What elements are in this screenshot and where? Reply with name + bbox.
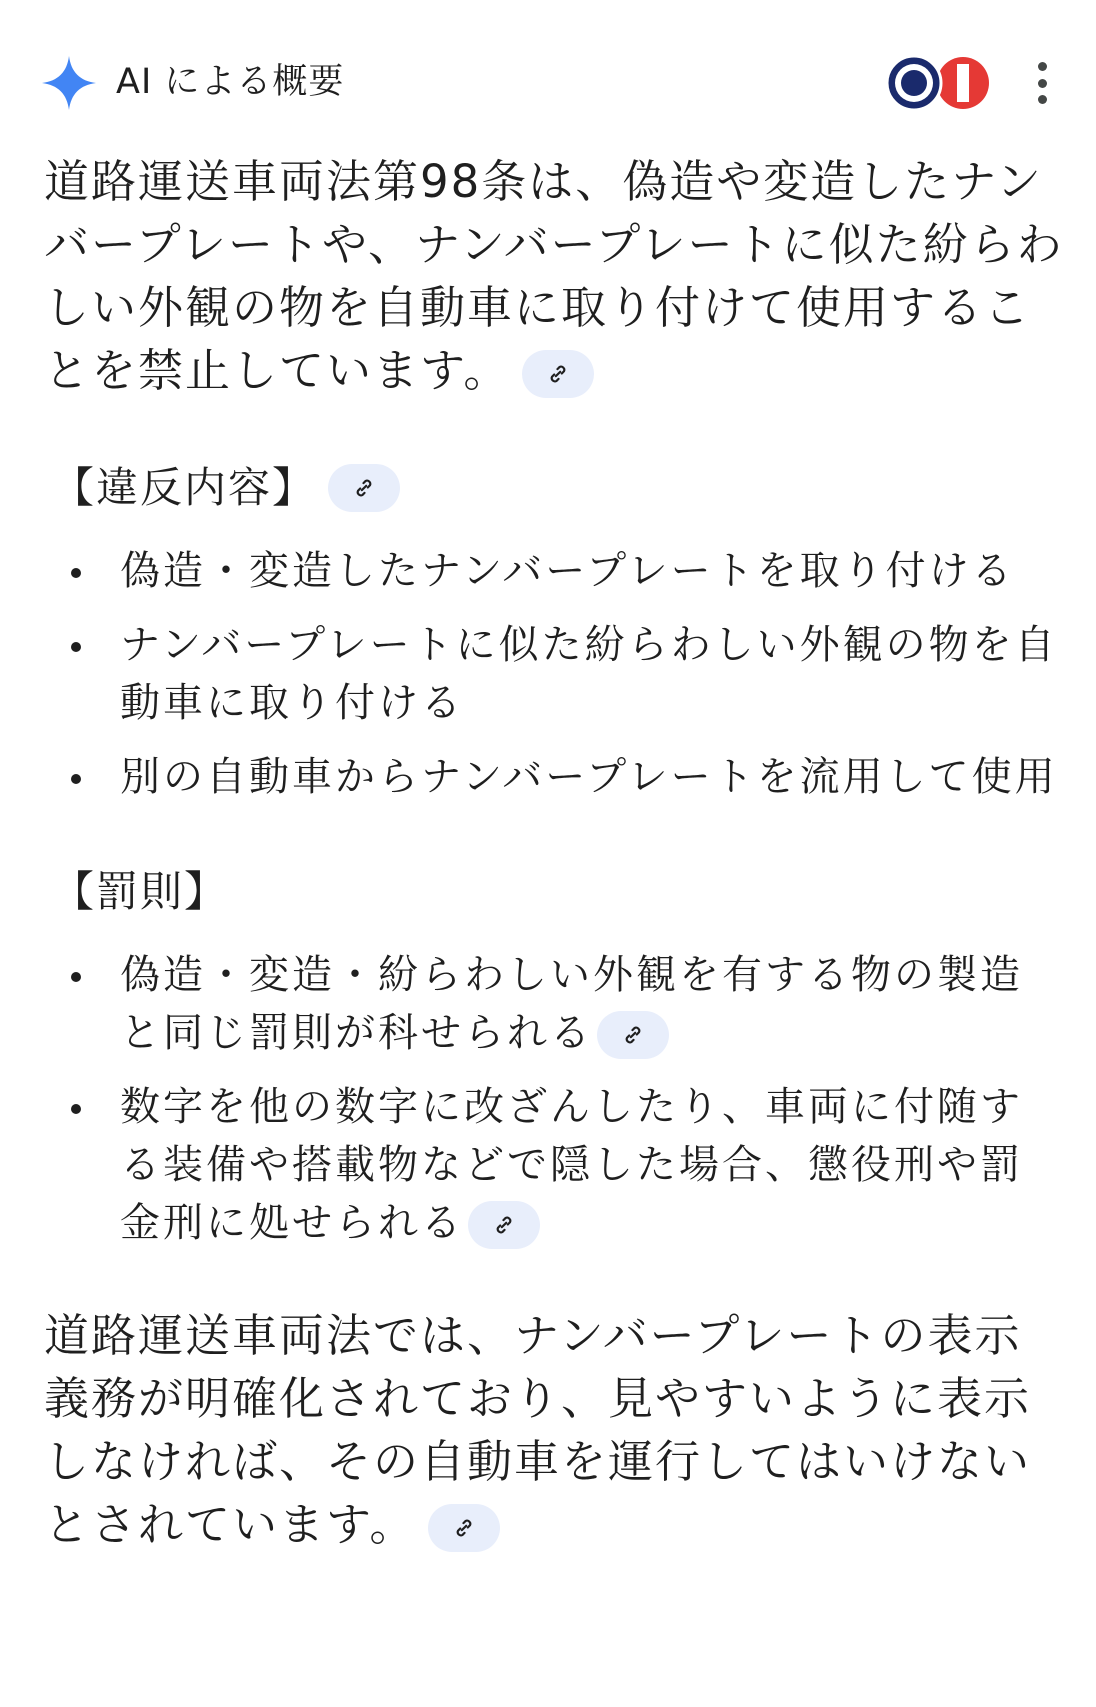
link-icon	[491, 1212, 517, 1238]
violation-list	[44, 542, 1064, 806]
link-icon	[351, 475, 377, 501]
more-options-button[interactable]	[1022, 58, 1062, 108]
gemini-sparkle-icon	[40, 54, 98, 112]
source-link-chip[interactable]	[428, 1504, 500, 1552]
list-item-text: 数字を他の数字に改ざんしたり、車両に付随する装備や搭載物などで隠した場合、懲役刑や罰金刑に処せられる	[120, 1084, 1023, 1246]
intro-text: 道路運送車両法第98条は、偽造や変造したナンバープレートや、ナンバープレートに似た紛らわしい外観の物を自動車に取り付けて使用することを禁止しています。	[44, 155, 1064, 397]
intro-paragraph	[44, 150, 1064, 402]
list-item-text: 偽造・変造・紛らわしい外観を有する物の製造と同じ罰則が科せられる	[120, 952, 1023, 1056]
list-item	[44, 1078, 1064, 1252]
penalty-list	[44, 946, 1064, 1252]
penalty-title: 【罰則】	[52, 867, 229, 916]
overview-content	[44, 150, 1064, 1556]
list-item: ナンバープレートに似た紛らわしい外観の物を自動車に取り付ける	[44, 616, 1064, 732]
link-icon	[545, 361, 571, 387]
source-favicons[interactable]	[885, 54, 991, 112]
violation-heading	[52, 458, 1064, 518]
outro-paragraph	[44, 1304, 1064, 1556]
list-item: 別の自動車からナンバープレートを流用して使用	[44, 748, 1064, 806]
penalty-heading	[52, 862, 1064, 922]
outro-text: 道路運送車両法では、ナンバープレートの表示義務が明確化されており、見やすいように表示しなければ、その自動車を運行してはいけないとされています。	[44, 1309, 1032, 1551]
more-vert-icon	[1038, 62, 1047, 71]
ai-overview-header	[0, 40, 1096, 124]
source-link-chip[interactable]	[522, 350, 594, 398]
violation-title: 【違反内容】	[52, 463, 317, 512]
ai-overview-title: AI による概要	[116, 62, 345, 102]
source-link-chip[interactable]	[468, 1201, 540, 1249]
source-link-chip[interactable]	[597, 1011, 669, 1059]
list-item	[44, 946, 1064, 1062]
list-item: 偽造・変造したナンバープレートを取り付ける	[44, 542, 1064, 600]
link-icon	[620, 1022, 646, 1048]
link-icon	[451, 1515, 477, 1541]
source-link-chip[interactable]	[328, 464, 400, 512]
